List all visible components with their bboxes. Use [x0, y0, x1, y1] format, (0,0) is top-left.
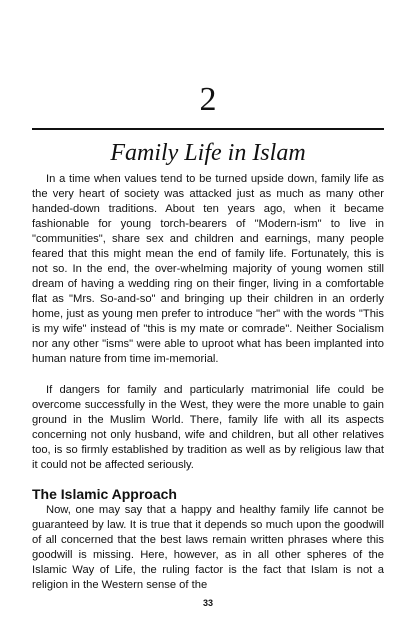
section-paragraph: Now, one may say that a happy and healthy family life cannot be guaranteed by law. It is true that it depends so much upon the goodwill of all concerned that the best laws remain written phrases where this goodwill is missing. Here, however, as in all other spheres of the Islamic Way of Life, the ruling factor is the fact that Islam is not a religion in the Western sense of the — [32, 504, 384, 591]
chapter-title: Family Life in Islam — [110, 140, 306, 166]
chapter-number: 2 — [199, 81, 217, 118]
section-heading: The Islamic Approach — [32, 486, 177, 502]
paragraph-1: In a time when values tend to be turned upside down, family life as the very heart of society was attacked just as much as many other handed-down traditions. About ten years ago, when it became fashionable for young torch-bearers of "Modern-ism" to live in "communities", share sex and children and earnings, many people feared that this might mean the end of family life. Fortunately, this is not so. In the end, the over-whelming majority of young women still dream of having a wedding ring on their finger, living in a comfortable flat as "Mrs. So-and-so" and bringing up their children in an orderly home, just as young men prefer to introduce "her" with the words "This is my wife" instead of "this is my mate or comrade". Neither Socialism nor any other "isms" were able to uproot what has been implanted into human nature from time im-memorial. — [32, 173, 384, 365]
page-number: 33 — [202, 598, 213, 608]
body-text — [32, 172, 384, 593]
paragraph-2: If dangers for family and particularly matrimonial life could be overcome successfully in the West, they were the more unable to gain ground in the Muslim World. There, family life with all its aspects concerning not only husband, wife and children, but all other relatives too, is so firmly established by tradition as well as by religious law that it could not be affected seriously. — [32, 384, 384, 471]
chapter-rule — [32, 128, 384, 130]
